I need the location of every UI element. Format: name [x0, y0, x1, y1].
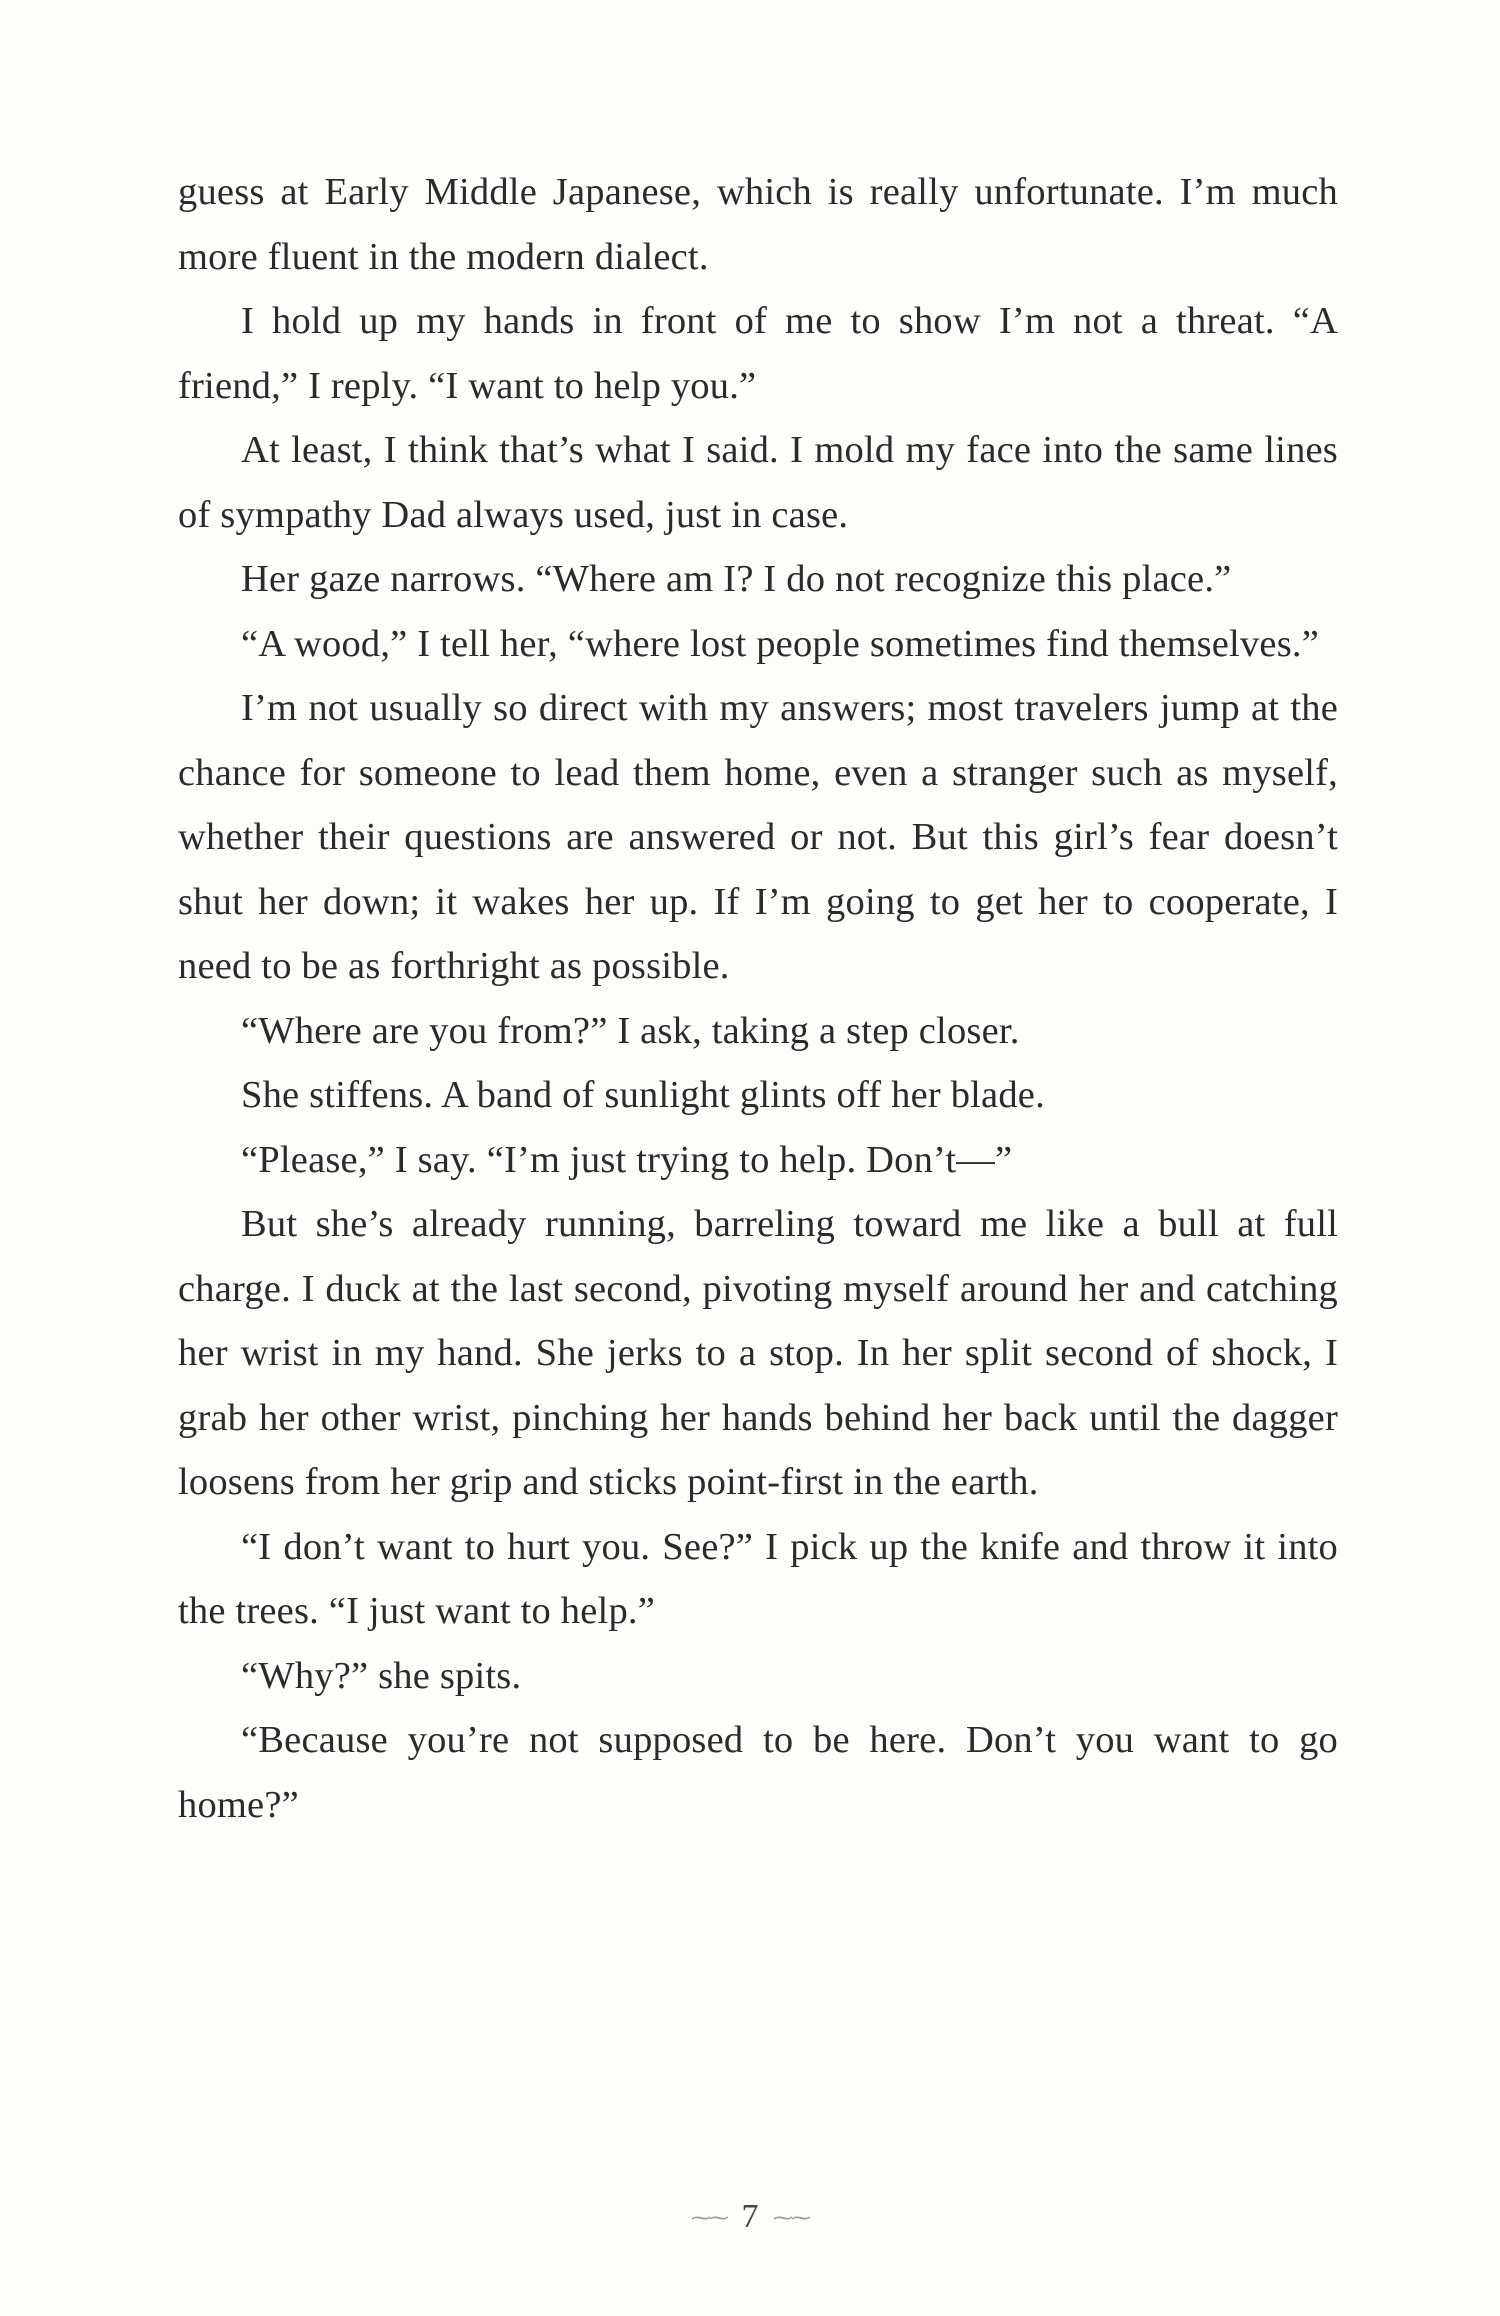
paragraph-8: She stiffens. A band of sunlight glints off her blade.	[241, 1074, 1045, 1116]
paragraph-7: “Where are you from?” I ask, taking a step closer.	[241, 1009, 1020, 1052]
folio-right-ornament: ⁓⁓	[773, 2206, 809, 2229]
paragraph-11: “I don’t want to hurt you. See?” I pick up the knife and throw it into the trees. “I just want to help.”	[178, 1525, 1338, 1632]
paragraph-12: “Why?” she spits.	[241, 1654, 522, 1697]
paragraph-9: “Please,” I say. “I’m just trying to help. Don’t—”	[241, 1138, 1013, 1181]
paragraph-1: guess at Early Middle Japanese, which is really unfortunate. I’m much more fluent in the modern dialect.	[178, 171, 1338, 278]
paragraph-5: “A wood,” I tell her, “where lost people sometimes find themselves.”	[241, 622, 1319, 665]
paragraph-6: I’m not usually so direct with my answers; most travelers jump at the chance for someone to lead them home, even a stranger such as myself, whether their questions are answered or not. But this girl’s fear doesn’t shut her down; it wakes her up. If I’m going to get her to cooperate, I need to be as forthright as possible.	[178, 687, 1338, 987]
folio-left-ornament: ⁓⁓	[691, 2206, 727, 2229]
paragraph-3: At least, I think that’s what I said. I mold my face into the same lines of sympathy Dad always used, just in case.	[178, 429, 1338, 536]
paragraph-2: I hold up my hands in front of me to show I’m not a threat. “A friend,” I reply. “I want to help you.”	[178, 300, 1338, 407]
page-folio	[0, 2196, 1500, 2236]
paragraph-4: Her gaze narrows. “Where am I? I do not recognize this place.”	[241, 558, 1232, 600]
paragraph-13: “Because you’re not supposed to be here. Don’t you want to go home?”	[178, 1719, 1338, 1826]
page-number: 7	[741, 2198, 759, 2236]
paragraph-10: But she’s already running, barreling toward me like a bull at full charge. I duck at the last second, pivoting myself around her and catching her wrist in my hand. She jerks to a stop. In her split second of shock, I grab her other wrist, pinching her hands behind her back until the dagger loosens from her grip and sticks point-first in the earth.	[178, 1203, 1338, 1503]
body-text	[178, 160, 1338, 1837]
